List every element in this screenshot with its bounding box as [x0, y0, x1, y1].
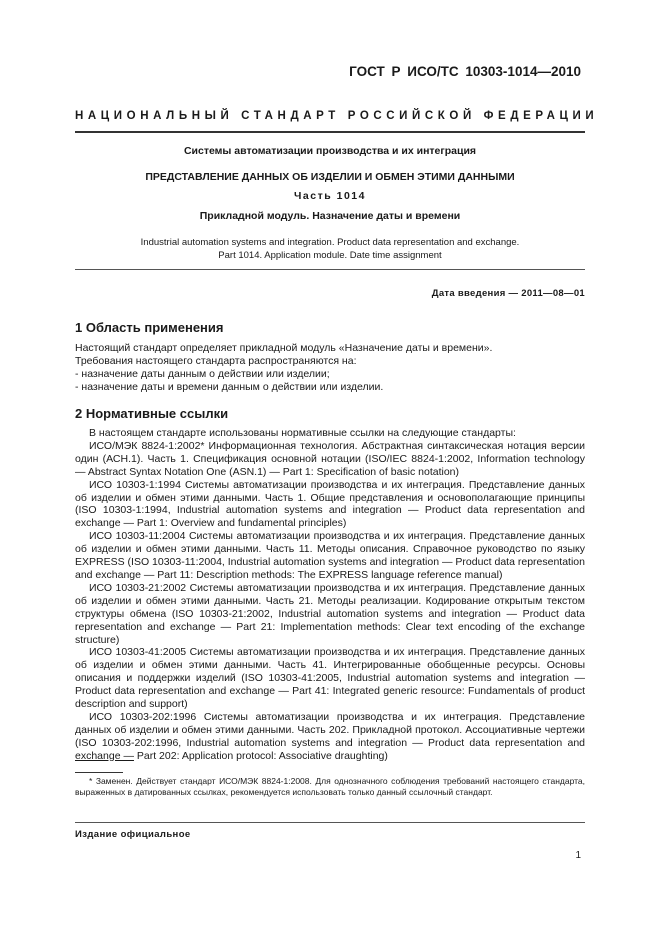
title-part: Часть 1014	[294, 190, 366, 202]
footnote-separator	[75, 772, 123, 773]
title-english-line-1: Industrial automation systems and integration. Product data representation and exchange.	[140, 237, 520, 248]
footer-rule	[75, 822, 585, 823]
reference-item: ИСО 10303-21:2002 Системы автоматизации производства и их интеграция. Представление данных об изделии и обмен этими данными. Часть 21. Методы реализации. Кодирование открытым текстом структуры обмена (ISO 10303-21:2002, Industrial automation systems and integration — Product data representation and exchange — Part 21: Implementation methods: Clear text encoding of the exchange structure)	[75, 581, 585, 646]
reference-item-tail: Part 202: Application protocol: Associative draughting)	[133, 749, 388, 762]
standard-code: ГОСТ Р ИСО/ТС 10303-1014—2010	[349, 64, 581, 79]
reference-underlined-text: exchange —	[75, 749, 134, 762]
reference-item: ИСО 10303-11:2004 Системы автоматизации производства и их интеграция. Представление данных об изделии и обмен этими данными. Часть 11. Методы описания. Справочное руководство по языку EXPRESS (ISO 10303-11:2004, Industrial automation systems and integration — Product data representation and exchange — Part 11: Description methods: The EXPRESS language reference manual)	[75, 530, 585, 581]
section-2-heading: 2 Нормативные ссылки	[75, 406, 229, 421]
title-subtitle: Прикладной модуль. Назначение даты и времени	[199, 210, 461, 222]
edition-label: Издание официальное	[75, 829, 191, 840]
reference-item: ИСО 10303-41:2005 Системы автоматизации производства и их интеграция. Представление данных об изделии и обмен этими данными. Часть 41. Интегрированные обобщенные ресурсы. Основы описания и поддержки изделий (ISO 10303-41:2005, Industrial automation systems and integration — Product data representation and exchange — Part 41: Integrated generic resource: Fundamentals of product description and support)	[75, 646, 585, 711]
reference-item	[75, 711, 585, 763]
title-english	[75, 236, 585, 262]
introduction-date: Дата введения — 2011—08—01	[431, 288, 585, 299]
section-2-intro: В настоящем стандарте использованы нормативные ссылки на следующие стандарты:	[89, 427, 516, 439]
title-line-2: ПРЕДСТАВЛЕНИЕ ДАННЫХ ОБ ИЗДЕЛИИ И ОБМЕН ЭТИМИ ДАННЫМИ	[145, 171, 515, 183]
reference-item: ИСО/МЭК 8824-1:2002* Информационная технология. Абстрактная синтаксическая нотация версии один (АСН.1). Часть 1. Спецификация основной нотации (ISO/IEC 8824-1:2002, Information technology — Abstract Syntax Notation One (ASN.1) — Part 1: Specification of basic notation)	[75, 439, 585, 478]
reference-item-text: ИСО 10303-202:1996 Системы автоматизации производства и их интеграция. Представление данных об изделии и обмен этими данными. Часть 202. Прикладной протокол. Ассоциативные чертежи (ISO 10303-202:1996, Industrial automation systems and integration — Product data representation and	[75, 710, 585, 749]
section-1-line: - назначение даты данным о действии или изделии;	[75, 368, 330, 381]
page-number: 1	[575, 850, 581, 861]
section-1-line: - назначение даты и времени данным о действии или изделии.	[75, 381, 384, 394]
title-line-1: Системы автоматизации производства и их интеграция	[183, 145, 477, 157]
section-1-body	[75, 342, 585, 394]
national-standard-banner: НАЦИОНАЛЬНЫЙ СТАНДАРТ РОССИЙСКОЙ ФЕДЕРАЦИИ	[75, 110, 599, 122]
section-1-line: Настоящий стандарт определяет прикладной модуль «Назначение даты и времени».	[75, 342, 493, 354]
header-rule	[75, 131, 585, 133]
footnote: * Заменен. Действует стандарт ИСО/МЭК 8824-1:2008. Для однозначного соблюдения требований настоящего стандарта, выраженных в датированных ссылках, рекомендуется использовать только данный ссылочный стандарт.	[75, 776, 585, 798]
title-english-line-2: Part 1014. Application module. Date time assignment	[218, 250, 442, 261]
title-rule	[75, 269, 585, 270]
reference-item: ИСО 10303-1:1994 Системы автоматизации производства и их интеграция. Представление данных об изделии и обмен этими данными. Часть 1. Общие представления и основополагающие принципы (ISO 10303-1:1994, Industrial automation systems and integration — Product data representation and exchange — Part 1: Overview and fundamental principles)	[75, 478, 585, 530]
section-1-heading: 1 Область применения	[75, 320, 224, 335]
section-2-body	[75, 427, 585, 763]
section-1-line: Требования настоящего стандарта распространяются на:	[75, 355, 357, 368]
